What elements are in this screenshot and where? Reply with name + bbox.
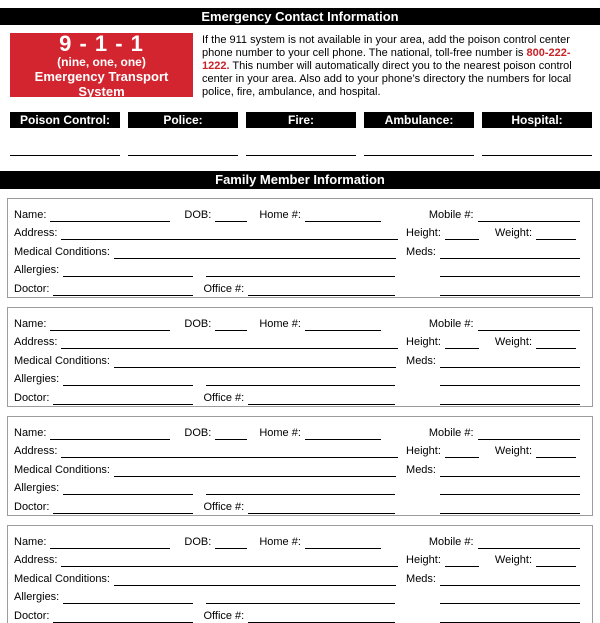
address-input-line[interactable] [61, 555, 398, 567]
member-row-address [14, 222, 586, 241]
poison-control-phone-number: 800-222-1222. [202, 47, 571, 72]
medical-conditions-label: Medical Conditions: [14, 245, 110, 258]
dob-input-line[interactable] [215, 210, 247, 222]
emergency-number-phonetic: (nine, one, one) [57, 54, 146, 69]
contact-bar-ambulance: Ambulance: [364, 112, 474, 128]
address-input-line[interactable] [61, 228, 398, 240]
home-phone-label: Home #: [259, 208, 301, 221]
hospital-fill-line[interactable] [482, 155, 592, 156]
instructions-text-after: This number will automatically direct you to the nearest poison control center in your area. Also add to your phone’s directory the numbers for local police, fire, ambulance, and hospital. [202, 60, 572, 98]
member-block [7, 307, 593, 407]
weight-label: Weight: [494, 445, 532, 457]
weight-input-line[interactable] [536, 446, 576, 458]
medical-conditions-label: Medical Conditions: [14, 572, 110, 585]
allergies-label: Allergies: [14, 264, 60, 276]
home-phone-input-line[interactable] [305, 537, 381, 549]
meds-continued-input-line[interactable] [440, 592, 580, 604]
weight-input-line[interactable] [536, 228, 576, 240]
weight-input-line[interactable] [536, 337, 576, 349]
allergies-continued-input-line[interactable] [206, 592, 395, 604]
allergies-label: Allergies: [14, 482, 60, 494]
mobile-phone-label: Mobile #: [428, 208, 474, 221]
allergies-label: Allergies: [14, 373, 60, 385]
mobile-phone-input-line[interactable] [478, 319, 580, 331]
family-section-title: Family Member Information [0, 171, 600, 189]
home-phone-label: Home #: [259, 317, 301, 330]
doctor-label: Doctor: [14, 391, 50, 404]
office-phone-input-line[interactable] [248, 393, 395, 405]
doctor-input-line[interactable] [53, 284, 193, 296]
doctor-input-line[interactable] [53, 502, 193, 514]
address-input-line[interactable] [61, 337, 398, 349]
height-input-line[interactable] [445, 555, 479, 567]
member-row-allergies [14, 477, 586, 496]
member-row-address [14, 440, 586, 459]
dob-label: DOB: [184, 535, 212, 548]
office-phone-input-line[interactable] [248, 284, 395, 296]
member-row-medical [14, 349, 586, 368]
doctor-label: Doctor: [14, 609, 50, 622]
medical-conditions-label: Medical Conditions: [14, 463, 110, 476]
dob-input-line[interactable] [215, 319, 247, 331]
medical-conditions-input-line[interactable] [114, 465, 396, 477]
dob-input-line[interactable] [215, 428, 247, 440]
doctor-label: Doctor: [14, 282, 50, 295]
dob-label: DOB: [184, 426, 212, 439]
member-block [7, 525, 593, 623]
member-row-doctor [14, 604, 586, 623]
height-input-line[interactable] [445, 337, 479, 349]
address-label: Address: [14, 554, 58, 566]
allergies-input-line[interactable] [63, 592, 193, 604]
office-phone-label: Office #: [203, 282, 245, 295]
meds-input-line[interactable] [440, 247, 580, 259]
medical-conditions-label: Medical Conditions: [14, 354, 110, 367]
family-members-container [7, 198, 593, 623]
name-label: Name: [14, 208, 47, 221]
dob-label: DOB: [184, 208, 212, 221]
poison-control-fill-line[interactable] [10, 155, 120, 156]
medical-conditions-input-line[interactable] [114, 247, 396, 259]
allergies-label: Allergies: [14, 591, 60, 603]
member-row-address [14, 549, 586, 568]
home-phone-label: Home #: [259, 535, 301, 548]
member-row-doctor [14, 386, 586, 405]
address-label: Address: [14, 336, 58, 348]
meds-continued-input-line-2[interactable] [440, 393, 580, 405]
member-block [7, 198, 593, 298]
instructions-paragraph [202, 33, 595, 97]
allergies-input-line[interactable] [63, 265, 193, 277]
member-row-identity [14, 312, 586, 331]
member-row-doctor [14, 495, 586, 514]
medical-conditions-input-line[interactable] [114, 574, 396, 586]
member-row-doctor [14, 277, 586, 296]
meds-continued-input-line[interactable] [440, 374, 580, 386]
allergies-continued-input-line[interactable] [206, 265, 395, 277]
name-input-line[interactable] [50, 428, 170, 440]
address-label: Address: [14, 445, 58, 457]
allergies-continued-input-line[interactable] [206, 374, 395, 386]
page-title: Emergency Contact Information [0, 8, 600, 25]
doctor-input-line[interactable] [53, 393, 193, 405]
mobile-phone-input-line[interactable] [478, 210, 580, 222]
meds-continued-input-line[interactable] [440, 265, 580, 277]
contact-bar-police: Police: [128, 112, 238, 128]
allergies-input-line[interactable] [63, 483, 193, 495]
address-input-line[interactable] [61, 446, 398, 458]
emergency-911-box [10, 30, 193, 99]
mobile-phone-label: Mobile #: [428, 535, 474, 548]
member-row-allergies [14, 368, 586, 387]
doctor-label: Doctor: [14, 500, 50, 513]
mobile-phone-input-line[interactable] [478, 428, 580, 440]
emergency-contact-form [0, 8, 600, 623]
mobile-phone-label: Mobile #: [428, 317, 474, 330]
emergency-contacts-row [10, 112, 592, 128]
meds-label: Meds: [406, 354, 436, 367]
name-label: Name: [14, 317, 47, 330]
weight-label: Weight: [494, 336, 532, 348]
allergies-input-line[interactable] [63, 374, 193, 386]
meds-input-line[interactable] [440, 574, 580, 586]
member-row-allergies [14, 586, 586, 605]
height-input-line[interactable] [445, 446, 479, 458]
allergies-continued-input-line[interactable] [206, 483, 395, 495]
weight-label: Weight: [494, 554, 532, 566]
member-row-address [14, 331, 586, 350]
home-phone-input-line[interactable] [305, 210, 381, 222]
meds-continued-input-line-2[interactable] [440, 502, 580, 514]
weight-label: Weight: [494, 227, 532, 239]
member-row-medical [14, 240, 586, 259]
name-input-line[interactable] [50, 537, 170, 549]
meds-continued-input-line-2[interactable] [440, 284, 580, 296]
name-input-line[interactable] [50, 319, 170, 331]
mobile-phone-label: Mobile #: [428, 426, 474, 439]
emergency-transport-label: Emergency Transport System [34, 68, 169, 99]
member-block [7, 416, 593, 516]
dob-label: DOB: [184, 317, 212, 330]
contact-bar-hospital: Hospital: [482, 112, 592, 128]
meds-input-line[interactable] [440, 465, 580, 477]
address-label: Address: [14, 227, 58, 239]
member-row-medical [14, 567, 586, 586]
contact-bar-fire: Fire: [246, 112, 356, 128]
member-row-identity [14, 421, 586, 440]
height-label: Height: [406, 554, 441, 566]
home-phone-input-line[interactable] [305, 428, 381, 440]
name-input-line[interactable] [50, 210, 170, 222]
name-label: Name: [14, 535, 47, 548]
office-phone-input-line[interactable] [248, 611, 395, 623]
police-fill-line[interactable] [128, 155, 238, 156]
meds-continued-input-line-2[interactable] [440, 611, 580, 623]
emergency-number: 9 - 1 - 1 [59, 30, 144, 56]
height-label: Height: [406, 445, 441, 457]
ambulance-fill-line[interactable] [364, 155, 474, 156]
weight-input-line[interactable] [536, 555, 576, 567]
instructions-text-before: If the 911 system is not available in your area, add the poison control center phone number to your cell phone. The national, toll-free number is [202, 34, 570, 59]
meds-input-line[interactable] [440, 356, 580, 368]
office-phone-label: Office #: [203, 500, 245, 513]
emergency-contacts-fill-lines [10, 155, 592, 156]
meds-label: Meds: [406, 463, 436, 476]
mobile-phone-input-line[interactable] [478, 537, 580, 549]
meds-label: Meds: [406, 572, 436, 585]
member-row-identity [14, 530, 586, 549]
member-row-medical [14, 458, 586, 477]
office-phone-input-line[interactable] [248, 502, 395, 514]
member-row-identity [14, 203, 586, 222]
member-row-allergies [14, 259, 586, 278]
top-section [10, 30, 595, 99]
name-label: Name: [14, 426, 47, 439]
medical-conditions-input-line[interactable] [114, 356, 396, 368]
meds-continued-input-line[interactable] [440, 483, 580, 495]
dob-input-line[interactable] [215, 537, 247, 549]
office-phone-label: Office #: [203, 609, 245, 622]
fire-fill-line[interactable] [246, 155, 356, 156]
height-label: Height: [406, 227, 441, 239]
contact-bar-poison-control: Poison Control: [10, 112, 120, 128]
height-input-line[interactable] [445, 228, 479, 240]
home-phone-label: Home #: [259, 426, 301, 439]
home-phone-input-line[interactable] [305, 319, 381, 331]
office-phone-label: Office #: [203, 391, 245, 404]
height-label: Height: [406, 336, 441, 348]
doctor-input-line[interactable] [53, 611, 193, 623]
meds-label: Meds: [406, 245, 436, 258]
